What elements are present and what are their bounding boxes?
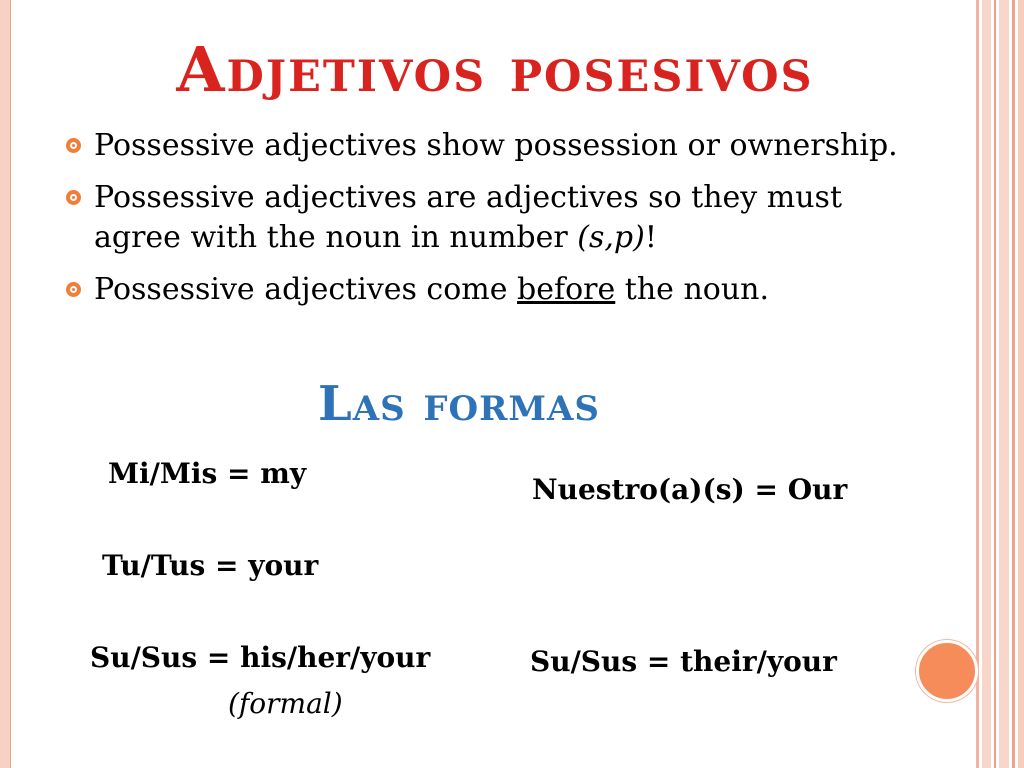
bullet-italic-text: (s,p) [577, 220, 645, 255]
slide-title: Adjetivos posesivos [176, 33, 814, 106]
right-border-decoration [976, 0, 1024, 768]
bullet-item [64, 178, 924, 258]
bullet-ring-icon [66, 138, 81, 153]
border-stripe [999, 0, 1009, 768]
form-su-note: (formal) [228, 687, 343, 720]
form-su-plural: Su/Sus = their/your [530, 645, 837, 678]
orange-circle-decoration [916, 640, 978, 702]
border-stripe [982, 0, 991, 768]
bullet-item [64, 270, 924, 310]
border-stripe [1018, 0, 1024, 768]
bullet-text: Possessive adjectives show possession or ownership. [94, 128, 898, 163]
bullet-ring-icon [66, 190, 81, 205]
bullet-text-end: the noun. [615, 272, 770, 307]
border-stripe [976, 0, 979, 768]
form-nuestro: Nuestro(a)(s) = Our [532, 473, 848, 506]
form-tu: Tu/Tus = your [102, 549, 319, 582]
bullet-text-end: ! [644, 220, 657, 255]
form-mi: Mi/Mis = my [108, 457, 307, 490]
bullet-ring-icon [66, 282, 81, 297]
border-stripe [994, 0, 996, 768]
bullet-text: Possessive adjectives come [94, 272, 518, 307]
form-su: Su/Sus = his/her/your [90, 641, 431, 674]
bullet-text: Possessive adjectives are adjectives so they must agree with the noun in number [94, 180, 843, 255]
bullet-underlined-text: before [517, 272, 616, 307]
section-subtitle: Las formas [318, 376, 600, 432]
left-border-decoration [0, 0, 11, 768]
bullet-item [64, 126, 924, 166]
bullet-list [64, 126, 924, 322]
border-stripe [1012, 0, 1015, 768]
